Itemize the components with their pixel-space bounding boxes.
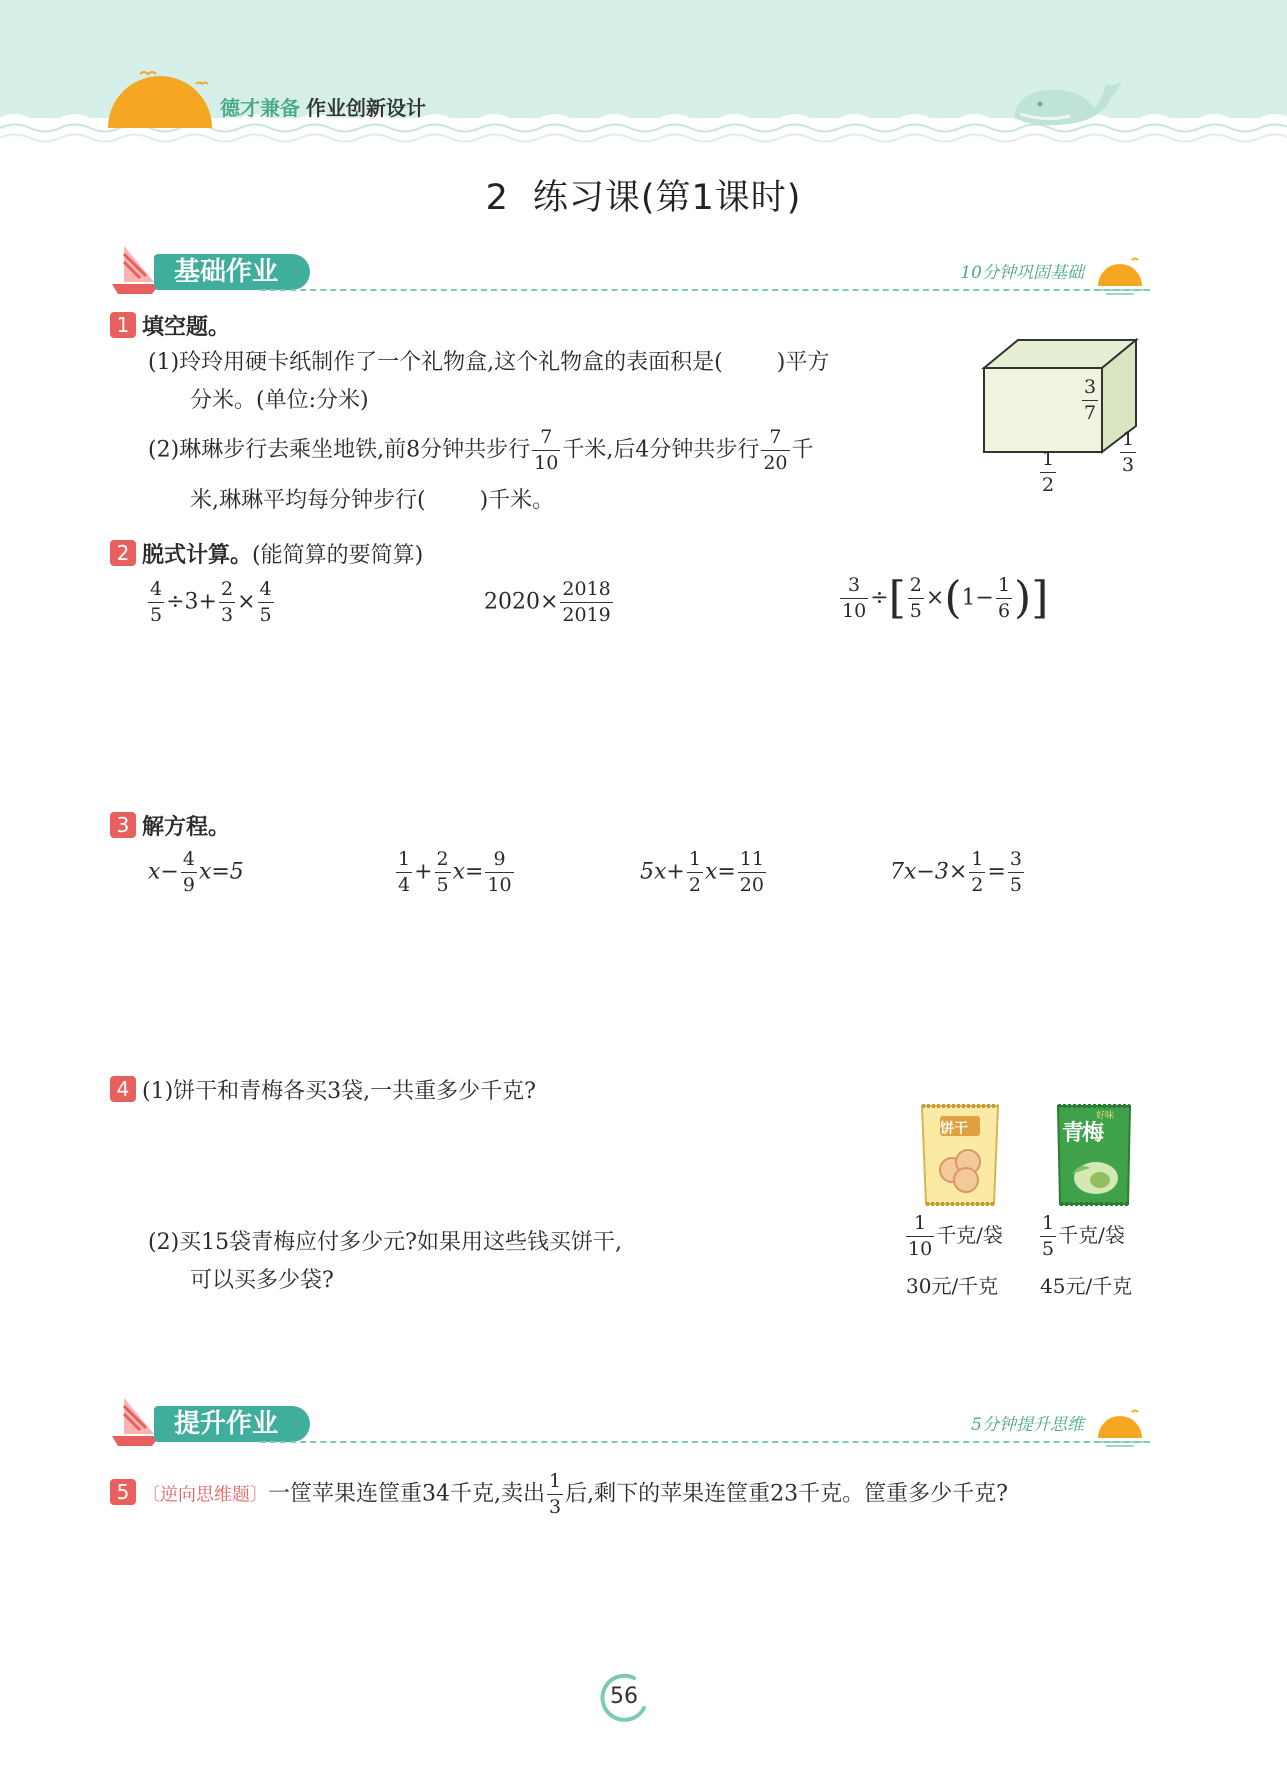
left-paren: ( [944, 572, 962, 624]
sun-icon [100, 58, 220, 130]
operator: = [987, 859, 1006, 885]
q1-part2-text-a: (2)琳琳步行去乘坐地铁,前8分钟共步行 [148, 437, 531, 463]
operator: 1− [961, 585, 994, 611]
fraction [532, 428, 560, 473]
q5-number: 5 [110, 1479, 136, 1505]
fraction [840, 576, 868, 621]
brand-green-text: 德才兼备 [220, 96, 300, 120]
box-depth-fraction [1120, 430, 1136, 475]
operand: 2020× [484, 589, 559, 615]
q1-part2-text-d: 米,琳琳平均每分钟步行( [190, 488, 426, 513]
q1-part2-text-b: 千米,后4分钟共步行 [562, 437, 760, 463]
q5-problem [110, 1472, 1008, 1517]
q3-heading [110, 810, 230, 841]
denominator: 3 [220, 604, 234, 626]
denominator: 2 [971, 874, 984, 896]
q1-number: 1 [110, 312, 136, 338]
q3-equation-4 [890, 850, 1026, 895]
fraction [908, 576, 924, 621]
numerator: 1 [1040, 1214, 1056, 1237]
denominator: 6 [997, 600, 1011, 622]
numerator: 7 [761, 428, 789, 451]
section-rule [260, 289, 1150, 291]
section-rule [260, 1441, 1150, 1443]
denominator: 2 [688, 874, 701, 896]
denominator: 5 [150, 604, 163, 626]
q1-part1-line1 [148, 348, 829, 378]
denominator: 3 [549, 1496, 562, 1518]
numerator: 2018 [560, 580, 612, 603]
q4-number: 4 [110, 1076, 136, 1102]
q1-part2-text-c: 千 [791, 437, 814, 463]
q5-tag: 〔逆向思维题〕 [142, 1484, 268, 1506]
q3-equation-3 [640, 850, 768, 895]
numerator: 1 [906, 1214, 934, 1237]
fraction [258, 580, 274, 625]
gift-box-diagram [980, 334, 1140, 464]
fraction [435, 850, 451, 895]
numerator: 3 [1008, 850, 1024, 873]
numerator: 11 [738, 850, 766, 873]
denominator: 20 [763, 452, 788, 474]
lesson-title: 练习课(第1课时) [532, 178, 802, 218]
section-note: 10分钟巩固基础 [960, 263, 1084, 283]
q3-equation-1 [148, 850, 244, 895]
operand: x= [704, 859, 736, 885]
numerator: 1 [1120, 430, 1136, 453]
q5-text-b: 后,剩下的苹果连筐重23千克。筐重多少千克? [565, 1481, 1008, 1507]
small-sun-icon [1090, 1404, 1150, 1448]
operator: × [925, 585, 945, 611]
q1-part1-unit: )平方 [776, 350, 830, 375]
numerator: 1 [969, 850, 985, 873]
fraction [1040, 1214, 1056, 1259]
q2-expression-1 [146, 580, 276, 625]
denominator: 9 [182, 874, 195, 896]
denominator: 5 [1042, 1238, 1055, 1260]
biscuit-bag-label: 饼干 [940, 1121, 968, 1137]
denominator: 10 [534, 452, 559, 474]
right-paren: ) [1014, 572, 1032, 624]
lesson-number: 2 [485, 178, 509, 218]
denominator: 20 [739, 874, 764, 896]
q3-equation-2 [394, 850, 516, 895]
fraction [996, 576, 1012, 621]
operand: x= [452, 859, 484, 885]
numerator: 2 [219, 580, 235, 603]
denominator: 7 [1084, 402, 1097, 424]
q1-part2-unit: )千米。 [479, 488, 555, 513]
q1-part2-line2 [190, 486, 554, 516]
numerator: 3 [1082, 378, 1098, 401]
numerator: 3 [840, 576, 868, 599]
page-number-badge [596, 1670, 652, 1726]
operator: ÷3+ [166, 589, 217, 615]
operand: 5x+ [640, 859, 685, 885]
section-banner-advanced [110, 1394, 1150, 1454]
small-sun-icon [1090, 252, 1150, 296]
fraction [687, 850, 703, 895]
denominator: 5 [259, 604, 272, 626]
fraction [1008, 850, 1024, 895]
fraction [219, 580, 235, 625]
numerator: 4 [181, 850, 197, 873]
unit: 千克/袋 [936, 1223, 1003, 1247]
denominator: 3 [1122, 454, 1135, 476]
q2-expression-2 [484, 580, 615, 625]
q2-number: 2 [110, 540, 136, 566]
q4-part2-line1: (2)买15袋青梅应付多少元?如果用这些钱买饼干, [148, 1230, 622, 1255]
numerator: 1 [1040, 450, 1056, 473]
fraction [906, 1214, 934, 1259]
biscuit-price: 30元/千克 [906, 1274, 999, 1298]
page-number: 56 [610, 1684, 638, 1709]
biscuit-weight [904, 1214, 1003, 1259]
q1-part2-line1 [148, 428, 814, 473]
left-bracket: [ [888, 572, 906, 624]
denominator: 10 [908, 1238, 933, 1260]
brand-dark-text: 作业创新设计 [306, 96, 426, 120]
section-banner-basic [110, 242, 1150, 302]
numerator: 9 [485, 850, 513, 873]
unit: 千克/袋 [1058, 1223, 1125, 1247]
fraction [485, 850, 513, 895]
right-bracket: ] [1031, 572, 1049, 624]
q1-title: 填空题。 [142, 315, 231, 340]
q2-heading [110, 538, 423, 569]
q1-part1-line2: 分米。(单位:分米) [190, 388, 369, 413]
fraction [969, 850, 985, 895]
operator: × [237, 589, 256, 615]
plum-price: 45元/千克 [1040, 1274, 1133, 1298]
operator: ÷ [870, 585, 889, 611]
denominator: 4 [398, 874, 411, 896]
fraction [396, 850, 412, 895]
fraction [148, 580, 164, 625]
box-height-fraction [1082, 378, 1098, 423]
operand: x− [148, 859, 179, 885]
denominator: 10 [487, 874, 512, 896]
fraction [547, 1472, 563, 1517]
section-label: 提升作业 [154, 1406, 310, 1442]
biscuit-bag-image [918, 1100, 1002, 1208]
numerator: 1 [547, 1472, 563, 1495]
section-note: 5分钟提升思维 [971, 1415, 1084, 1435]
section-label: 基础作业 [154, 254, 310, 290]
numerator: 4 [148, 580, 164, 603]
plum-bag-small-label: 好味 [1096, 1111, 1115, 1121]
q1-heading [110, 310, 230, 341]
numerator: 4 [258, 580, 274, 603]
numerator: 2 [908, 576, 924, 599]
fraction [560, 580, 612, 625]
numerator: 1 [396, 850, 412, 873]
q2-expression-3 [838, 572, 1049, 624]
operand: x=5 [198, 859, 244, 885]
plum-weight [1038, 1214, 1125, 1259]
q4-part1-text: (1)饼干和青梅各买3袋,一共重多少千克? [142, 1079, 536, 1104]
page-title [0, 170, 1287, 220]
q4-part1 [110, 1076, 536, 1107]
denominator: 2019 [562, 604, 611, 626]
denominator: 10 [842, 600, 867, 622]
q1-part1-text: (1)玲玲用硬卡纸制作了一个礼物盒,这个礼物盒的表面积是( [148, 350, 723, 375]
fraction [181, 850, 197, 895]
numerator: 1 [687, 850, 703, 873]
numerator: 7 [532, 428, 560, 451]
q2-title: 脱式计算。 [142, 543, 253, 568]
operator: + [414, 859, 433, 885]
q5-text-a: 一筐苹果连筐重34千克,卖出 [268, 1481, 545, 1507]
brand-title [220, 92, 426, 121]
denominator: 5 [436, 874, 449, 896]
whale-icon [1010, 74, 1126, 130]
operand: 7x−3× [890, 859, 968, 885]
q2-note: (能简算的要简算) [252, 543, 424, 568]
denominator: 2 [1042, 474, 1055, 496]
q3-title: 解方程。 [142, 815, 231, 840]
fraction [738, 850, 766, 895]
q3-number: 3 [110, 812, 136, 838]
q4-part2-line2: 可以买多少袋? [190, 1268, 334, 1293]
denominator: 5 [909, 600, 922, 622]
plum-bag-label: 青梅 [1062, 1121, 1103, 1146]
denominator: 5 [1009, 874, 1022, 896]
box-width-fraction [1040, 450, 1056, 495]
fraction [761, 428, 789, 473]
numerator: 1 [996, 576, 1012, 599]
numerator: 2 [435, 850, 451, 873]
